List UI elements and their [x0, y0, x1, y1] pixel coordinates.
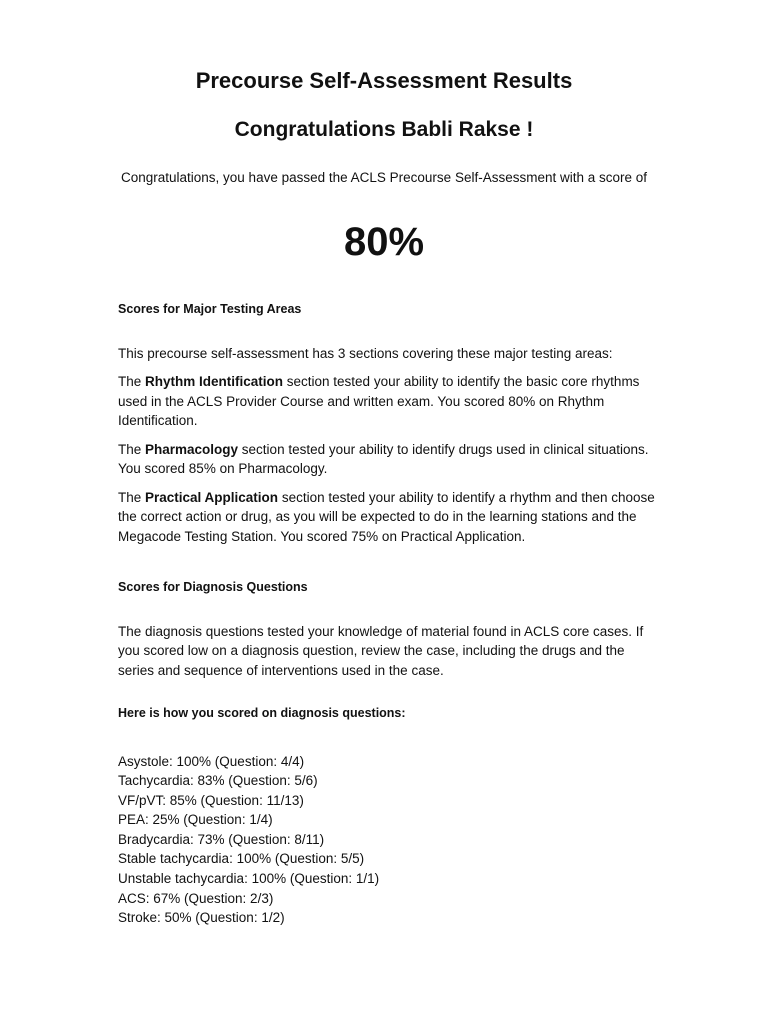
- section-text: section tested your ability to identify the basic core rhythms used in the ACLS Provider Course and written exam. You scored 80% on Rhythm Identification.: [118, 374, 640, 428]
- section-prefix: The: [118, 489, 146, 505]
- section-practical-application: [118, 488, 658, 547]
- section-text: section tested your ability to identify a rhythm and then choose the correct action or drug, as you will be expected to do in the learning stations and the Megacode Testing Station. You scored 75% on Practical Application.: [118, 489, 655, 544]
- section-prefix: The: [118, 441, 146, 457]
- section-rhythm-identification: [118, 372, 658, 431]
- list-item: PEA: 25% (Question: 1/4): [118, 812, 273, 828]
- major-areas-intro: This precourse self-assessment has 3 sections covering these major testing areas:: [118, 345, 613, 361]
- list-item: Unstable tachycardia: 100% (Question: 1/1): [118, 871, 380, 887]
- diagnosis-intro: The diagnosis questions tested your knowledge of material found in ACLS core cases. If you scored low on a diagnosis question, review the case, including the drugs and the series and sequence of interventions used in the case.: [118, 623, 644, 678]
- section-pharmacology: [118, 440, 658, 479]
- pass-message: Congratulations, you have passed the ACLS Precourse Self-Assessment with a score of: [120, 170, 648, 185]
- list-item: Bradycardia: 73% (Question: 8/11): [118, 831, 325, 847]
- results-body: [118, 300, 658, 928]
- list-item: Stable tachycardia: 100% (Question: 5/5): [118, 851, 365, 867]
- diagnosis-results-heading: Here is how you scored on diagnosis questions:: [118, 706, 406, 720]
- page-title: Precourse Self-Assessment Results: [195, 68, 573, 93]
- section-name: Rhythm Identification: [145, 374, 284, 389]
- major-areas-heading: Scores for Major Testing Areas: [118, 302, 302, 316]
- diagnosis-heading: Scores for Diagnosis Questions: [118, 580, 308, 594]
- diagnosis-results-list: [118, 752, 658, 928]
- list-item: Asystole: 100% (Question: 4/4): [118, 753, 305, 769]
- list-item: VF/pVT: 85% (Question: 11/13): [118, 792, 304, 808]
- section-text: section tested your ability to identify drugs used in clinical situations. You scored 85% on Pharmacology.: [118, 441, 649, 476]
- list-item: Tachycardia: 83% (Question: 5/6): [118, 773, 318, 789]
- list-item: Stroke: 50% (Question: 1/2): [118, 910, 285, 926]
- section-prefix: The: [118, 374, 146, 389]
- congratulations-heading: Congratulations Babli Rakse !: [234, 118, 534, 141]
- list-item: ACS: 67% (Question: 2/3): [118, 890, 274, 906]
- section-name: Practical Application: [145, 489, 279, 505]
- section-name: Pharmacology: [145, 441, 239, 457]
- overall-score: 80%: [343, 220, 425, 264]
